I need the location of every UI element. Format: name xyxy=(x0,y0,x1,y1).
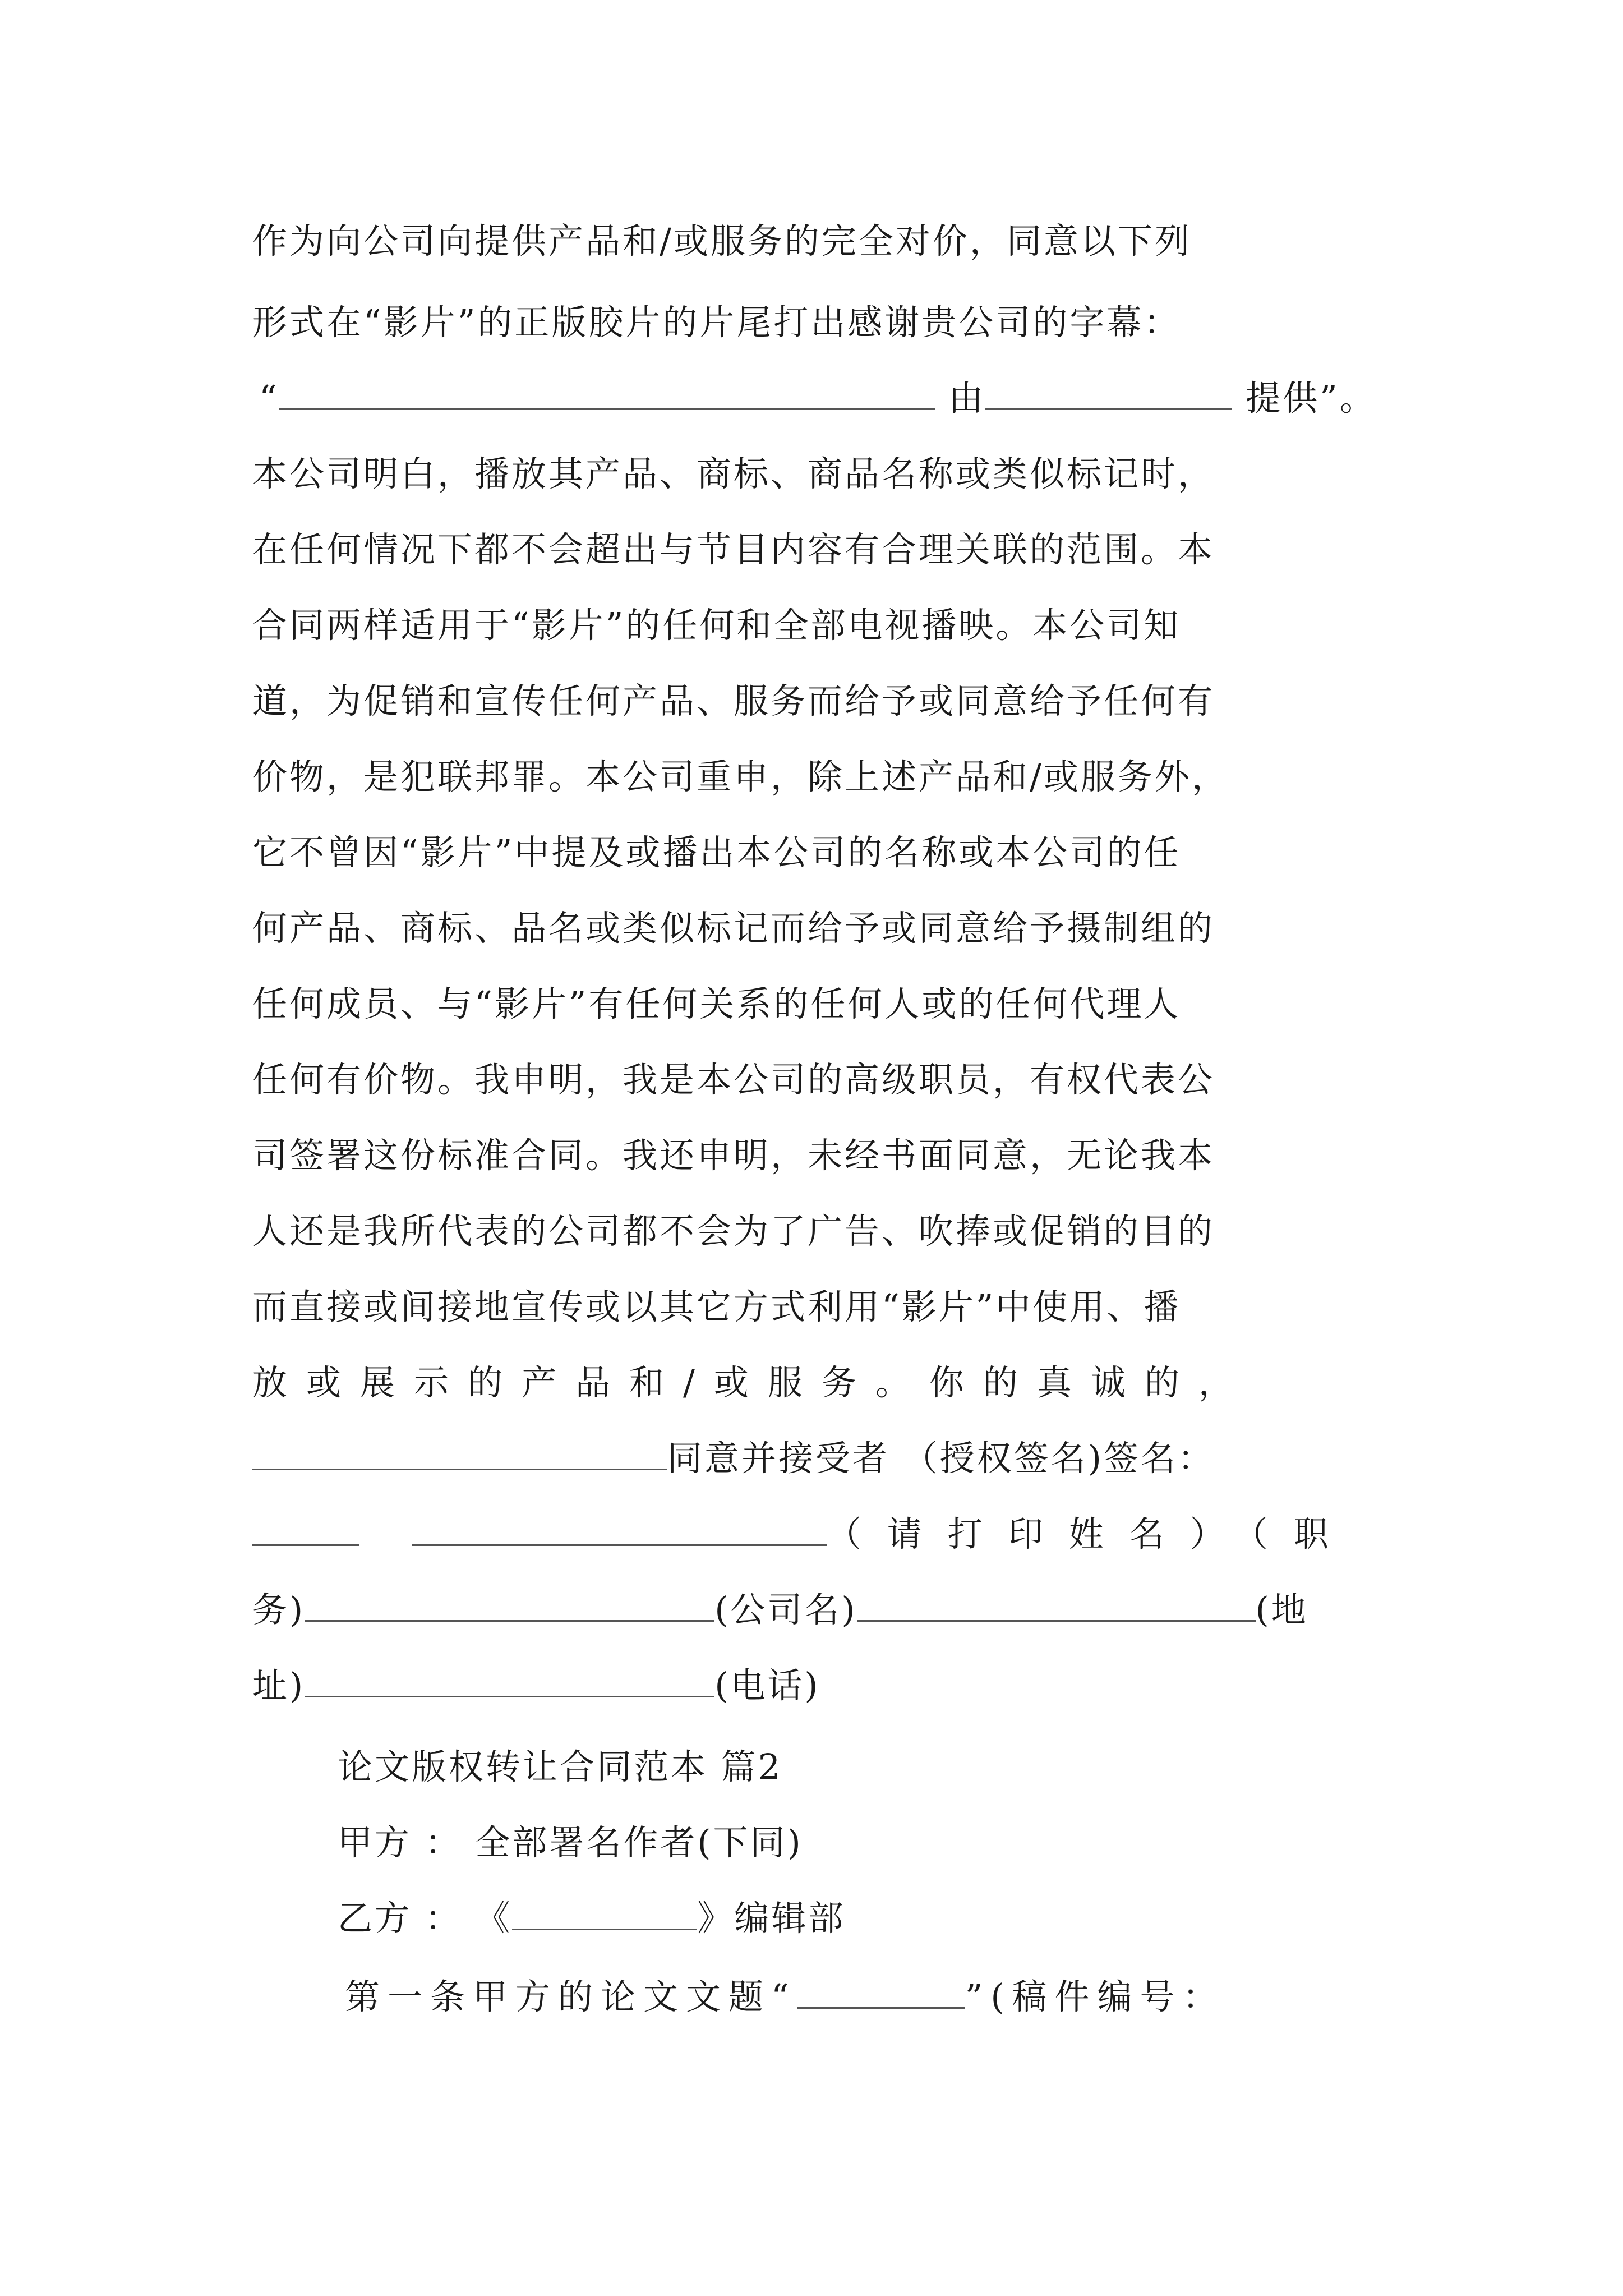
paragraph-line: 道，为促销和宣传任何产品、服务而给予或同意给予任何有 xyxy=(252,680,1215,721)
signature-accept-line xyxy=(252,1433,1215,1484)
paragraph-line: 任何有价物。我申明，我是本公司的高级职员，有权代表公 xyxy=(252,1059,1215,1100)
blank-phone xyxy=(305,1662,714,1697)
blank-signature xyxy=(252,1435,667,1470)
paragraph-line: 本公司明白，播放其产品、商标、商品名称或类似标记时， xyxy=(252,453,1215,494)
paragraph-line: 人还是我所代表的公司都不会为了广告、吹捧或促销的目的 xyxy=(252,1211,1215,1251)
article1-start: 第一条甲方的论文文题“ xyxy=(345,1976,797,2017)
article1-line xyxy=(345,1972,1225,2022)
company-label: (公司名) xyxy=(714,1589,857,1630)
blank-company-name xyxy=(985,375,1232,410)
party-b-suffix: 》编辑部 xyxy=(697,1898,846,1939)
credit-provided: 提供”。 xyxy=(1246,378,1377,418)
signature-name-line xyxy=(252,1509,1354,1559)
blank-paper-title xyxy=(797,1973,965,2009)
paragraph-line: 它不曾因“影片”中提及或播出本公司的名称或本公司的任 xyxy=(252,832,1181,873)
party-b-label: 乙方 ： 《 xyxy=(338,1898,513,1939)
blank-printed-name xyxy=(412,1511,827,1546)
blank-journal-name xyxy=(512,1895,697,1930)
blank-signature-cont xyxy=(252,1511,359,1546)
accept-label: 同意并接受者 （授权签名)签名： xyxy=(667,1438,1215,1479)
blank-address xyxy=(857,1586,1256,1622)
title-label: 务) xyxy=(252,1589,306,1630)
party-a-line: 甲方 ： 全部署名作者(下同) xyxy=(338,1822,803,1863)
signature-phone-line xyxy=(252,1660,820,1711)
paragraph-line: 形式在“影片”的正版胶片的片尾打出感谢贵公司的字幕： xyxy=(252,302,1181,343)
section-title: 论文版权转让合同范本 篇2 xyxy=(338,1746,783,1787)
paragraph-line: 价物，是犯联邦罪。本公司重申，除上述产品和/或服务外， xyxy=(252,756,1229,797)
paragraph-line: 合同两样适用于“影片”的任何和全部电视播映。本公司知 xyxy=(252,605,1181,646)
blank-credit-text xyxy=(279,375,935,410)
paragraph-line: 任何成员、与“影片”有任何关系的任何人或的任何代理人 xyxy=(252,983,1181,1024)
paragraph-line: 司签署这份标准合同。我还申明，未经书面同意，无论我本 xyxy=(252,1135,1215,1176)
paragraph-line: 而直接或间接地宣传或以其它方式利用“影片”中使用、播 xyxy=(252,1286,1181,1327)
phone-label: (电话) xyxy=(714,1665,820,1706)
paragraph-line: 何产品、商标、品名或类似标记而给予或同意给予摄制组的 xyxy=(252,908,1215,949)
paragraph-line: 在任何情况下都不会超出与节目内容有合理关联的范围。本 xyxy=(252,529,1215,570)
address-label: (地 xyxy=(1255,1589,1308,1630)
credit-by: 由 xyxy=(948,378,986,418)
blank-company xyxy=(305,1586,714,1622)
article1-end: ”(稿件编号： xyxy=(965,1976,1225,2017)
open-quote: “ xyxy=(259,378,279,418)
paragraph-line: 作为向公司向提供产品和/或服务的完全对价，同意以下列 xyxy=(252,220,1192,261)
credit-line xyxy=(259,373,1377,424)
signature-company-line xyxy=(252,1585,1308,1635)
paragraph-line: 放或展示的产品和/或服务。你的真诚的， xyxy=(252,1362,1252,1403)
party-b-line xyxy=(338,1893,845,1944)
address-label-end: 址) xyxy=(252,1665,306,1706)
print-name-label: （请打印姓名）（职 xyxy=(826,1513,1354,1554)
